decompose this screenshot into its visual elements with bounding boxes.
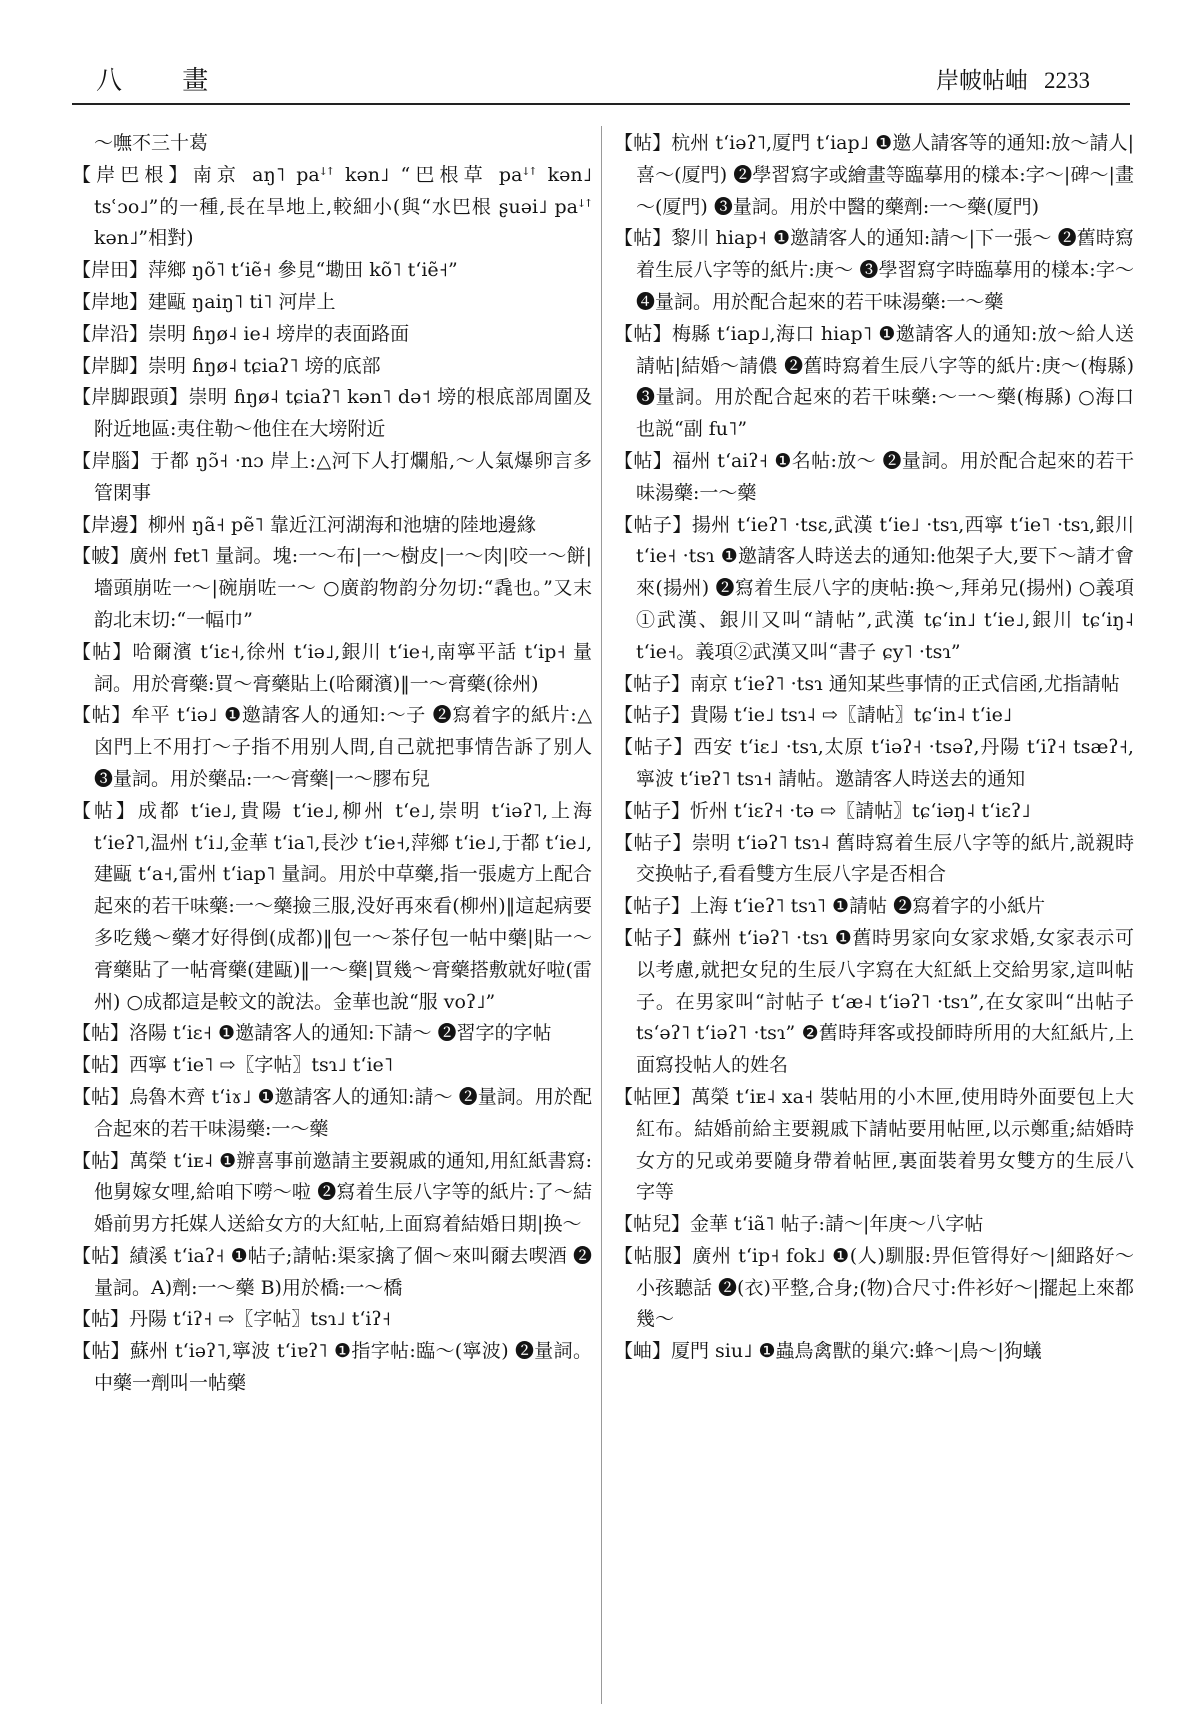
entry-definition: 崇明 ɦŋø˨ tɕiaʔ˥ 塝的底部 [148, 354, 381, 377]
entry-definition: 黎川 hiap˧ ❶邀請客人的通知:請～|下一張～ ❷舊時寫着生辰八字等的紙片:庚～ ❸學習寫字時臨摹用的樣本:字～ ❹量詞。用於配合起來的若干味湯藥:一～藥 [636, 227, 1134, 313]
right-column [614, 128, 1134, 1368]
entry-definition: 柳州 ŋã˧ pẽ˥ 靠近江河湖海和池塘的陸地邊緣 [148, 513, 536, 536]
entry-definition: 上海 tʻieʔ˥ tsɿ˥ ❶請帖 ❷寫着字的小紙片 [690, 895, 1046, 918]
entry-definition: 萬榮 tʻiᴇ˨ ❶辦喜事前邀請主要親戚的通知,用紅紙書寫:他舅嫁女哩,給咱下嘮～啦 ❷寫着生辰八字等的紙片:了～結婚前男方托媒人送給女方的大紅帖,上面寫着結婚日期|换～ [94, 1149, 592, 1236]
entry-definition: 牟平 tʻiə˩ ❶邀請客人的通知:～子 ❷寫着字的紙片:△囟門上不用打～子指不用别人問,自己就把事情告訴了别人 ❸量詞。用於藥品:一～膏藥|一～膠布兒 [94, 704, 592, 790]
running-head-keywords [936, 62, 1090, 95]
entry-definition: 南京 tʻieʔ˥ ·tsɿ 通知某些事情的正式信函,尤指請帖 [690, 672, 1120, 695]
dictionary-entry [72, 319, 592, 351]
dictionary-entry [72, 637, 592, 701]
entry-definition: 金華 tʻiã˥ 帖子:請～|年庚～八字帖 [690, 1213, 984, 1236]
entry-definition: 廣州 fɐt˥ 量詞。塊:一～布|一～樹皮|一～肉|咬一～餅|墻頭崩咗一～|碗崩咗一～ ○廣韵物韵分勿切:“毳也。”又末韵北末切:“一幅巾” [94, 545, 592, 631]
dictionary-entry [614, 319, 1134, 446]
dictionary-entry [614, 1241, 1134, 1336]
entry-definition: 哈爾濱 tʻiɛ˧,徐州 tʻiə˩,銀川 tʻie˧,南寧平話 tʻip˧ 量詞。用於膏藥:買～膏藥貼上(哈爾濱)‖一～膏藥(徐州) [94, 640, 592, 695]
dictionary-entry [72, 160, 592, 255]
entry-definition: ～嘸不三十葛 [94, 132, 209, 154]
entry-headword: 【帖子】 [614, 672, 691, 695]
dictionary-entry [614, 128, 1134, 223]
entry-definition: 丹陽 tʻiʔ˧ ⇨〖字帖〗tsɿ˩ tʻiʔ˧ [129, 1308, 392, 1331]
dictionary-entry [72, 351, 592, 383]
entry-headword: 【帖】 [72, 640, 133, 663]
entry-headword: 【岸腦】 [72, 449, 151, 472]
dictionary-entry [72, 382, 592, 446]
dictionary-entry [614, 700, 1134, 732]
dictionary-entry [72, 1018, 592, 1050]
dictionary-entry [72, 255, 592, 287]
entry-headword: 【帖兒】 [614, 1213, 691, 1236]
entry-headword: 【帖子】 [614, 799, 691, 822]
dictionary-entry [614, 223, 1134, 318]
entry-definition: 梅縣 tʻiap˩,海口 hiap˥ ❶邀請客人的通知:放～給人送請帖|結婚～請儂 ❷舊時寫着生辰八字等的紙片:庚～(梅縣) ❸量詞。用於配合起來的若干味藥:～一～藥(梅縣) ○海口也説“副 fu˥” [636, 322, 1134, 441]
dictionary-entry [72, 796, 592, 1019]
entry-definition: 萬榮 tʻiᴇ˨ xa˧ 裝帖用的小木匣,使用時外面要包上大紅布。結婚前給主要親戚下請帖要用帖匣,以示鄭重;結婚時女方的兄或弟要隨身帶着帖匣,裏面裝着男女雙方的生辰八字等 [636, 1085, 1134, 1204]
entry-headword: 【帖匣】 [614, 1085, 692, 1108]
entry-definition: 杭州 tʻiəʔ˥,厦門 tʻiap˩ ❶邀人請客等的通知:放～請人|喜～(厦門) ❷學習寫字或繪畫等臨摹用的樣本:字～|碑～|畫～(厦門) ❸量詞。用於中醫的藥劑:一～藥(厦門) [636, 132, 1134, 218]
entry-headword: 【岸巴根】 [72, 163, 193, 186]
entry-definition: 于都 ŋɔ̃˧ ·nɔ 岸上:△河下人打爛船,～人氣爆卵言多管閑事 [94, 449, 592, 504]
entry-definition: 建甌 ŋaiŋ˥ ti˥ 河岸上 [148, 290, 336, 313]
dictionary-entry [72, 541, 592, 636]
entry-definition: 西安 tʻiɛ˩ ·tsɿ,太原 tʻiəʔ˧ ·tsəʔ,丹陽 tʻiʔ˧ tsæʔ˧,寧波 tʻiɐʔ˥ tsɿ˧ 請帖。邀請客人時送去的通知 [636, 736, 1134, 790]
entry-headword: 【岸沿】 [72, 322, 149, 345]
entry-headword: 【岸脚】 [72, 354, 149, 377]
dictionary-entry [72, 1146, 592, 1241]
dictionary-entry [72, 700, 592, 795]
entry-headword: 【帔】 [72, 545, 130, 568]
dictionary-entry [72, 287, 592, 319]
dictionary-entry [614, 732, 1134, 796]
entry-definition: 崇明 ɦŋø˨ ie˨ 塝岸的表面路面 [148, 322, 410, 345]
entry-headword: 【帖子】 [614, 831, 692, 854]
entry-definition: 崇明 ɦŋø˨ tɕiaʔ˥ kən˥ də˦ 塝的根底部周圍及附近地區:夷住勒～他住在大塝附近 [94, 386, 592, 441]
entry-definition: 揚州 tʻieʔ˥ ·tsɛ,武漢 tʻie˩ ·tsɿ,西寧 tʻie˥ ·tsɿ,銀川 tʻie˧ ·tsɿ ❶邀請客人時送去的通知:他架子大,要下～請才會來(揚州) ❷寫着生辰八字的庚帖:换～,拜弟兄(揚州) ○義項①武漢、銀川又叫“請帖”,武漢 tɕʻin˩ tʻie˩,銀川 tɕʻiŋ˨ tʻie˧。義項②武漢又叫“書子 ɕy˥ ·tsɿ” [636, 513, 1134, 663]
dictionary-entry [72, 1304, 592, 1336]
entry-definition: 績溪 tʻiaʔ˧ ❶帖子;請帖:渠家擒了個～來叫爾去喫酒 ❷量詞。A)劑:一～藥 B)用於橋:一～橋 [94, 1244, 592, 1299]
dictionary-entry [614, 796, 1134, 828]
entry-headword: 【帖】 [72, 1308, 130, 1331]
dictionary-entry [614, 1209, 1134, 1241]
dictionary-entry [614, 923, 1134, 1082]
entry-headword: 【帖】 [72, 1085, 130, 1108]
entry-headword: 【帖子】 [614, 895, 691, 918]
entry-definition: 崇明 tʻiəʔ˥ tsɿ˨ 舊時寫着生辰八字等的紙片,説親時交换帖子,看看雙方生辰八字是否相合 [636, 831, 1134, 886]
dictionary-entry [614, 891, 1134, 923]
entry-definition: 貴陽 tʻie˩ tsɿ˨ ⇨〖請帖〗tɕʻin˨ tʻie˩ [690, 704, 1013, 727]
page-number: 2233 [1044, 68, 1090, 93]
header-rule [72, 103, 1130, 105]
entry-headword: 【帖子】 [614, 926, 693, 949]
entry-definition: 洛陽 tʻiɛ˧ ❶邀請客人的通知:下請～ ❷習字的字帖 [129, 1022, 552, 1045]
column-divider [601, 126, 602, 1704]
dictionary-entry [614, 510, 1134, 669]
entry-headword: 【帖】 [72, 799, 138, 822]
entry-headword: 【帖服】 [614, 1244, 693, 1267]
dictionary-entry [614, 1336, 1134, 1368]
dictionary-entry [72, 1050, 592, 1082]
entry-headword: 【帖】 [72, 1244, 130, 1267]
entry-definition: 烏魯木齊 tʻiɤ˩ ❶邀請客人的通知:請～ ❷量詞。用於配合起來的若干味湯藥:一～藥 [94, 1085, 592, 1140]
dictionary-entry [72, 510, 592, 542]
dictionary-entry [72, 1336, 592, 1400]
entry-definition: 忻州 tʻiɛʔ˧ ·tə ⇨〖請帖〗tɕʻiəŋ˨ tʻiɛʔ˩ [690, 799, 1031, 822]
entry-headword: 【帖子】 [614, 513, 692, 536]
left-column [72, 128, 592, 1400]
entry-headword: 【帖子】 [614, 736, 694, 759]
entry-headword: 【帖】 [614, 449, 673, 472]
entry-definition: 福州 tʻaiʔ˧ ❶名帖:放～ ❷量詞。用於配合起來的若干味湯藥:一～藥 [636, 449, 1134, 504]
keyword-range: 岸帔帖岫 [936, 68, 1028, 94]
entry-headword: 【帖子】 [614, 704, 691, 727]
running-head-section: 八 畫 [96, 66, 235, 96]
entry-headword: 【帖】 [614, 322, 672, 345]
entry-definition: 成都 tʻie˩,貴陽 tʻie˩,柳州 tʻe˩,崇明 tʻiəʔ˥,上海 tʻieʔ˥,温州 tʻi˩,金華 tʻia˥,長沙 tʻie˧,萍鄉 tʻie˩,于都 tʻie˩,建甌 tʻa˧,雷州 tʻiap˥ 量詞。用於中草藥,指一張處方上配合起來的若干味藥:一～藥撿三服,没好再來看(柳州)‖這起病要多吃幾～藥才好得倒(成都)‖包一～茶仔包一帖中藥|貼一～膏藥貼了一帖膏藥(建甌)‖一～藥|買幾～膏藥搭敷就好啦(雷州) ○成都這是較文的說法。金華也說“服 voʔ˩” [94, 799, 592, 1013]
entry-definition: 厦門 siu˩ ❶蟲鳥禽獸的巢穴:蜂～|鳥～|狗蟻 [671, 1340, 1042, 1363]
entry-headword: 【帖】 [72, 704, 132, 727]
entry-headword: 【帖】 [72, 1022, 130, 1045]
dictionary-entry [614, 828, 1134, 892]
entry-definition: 蘇州 tʻiəʔ˥ ·tsɿ ❶舊時男家向女家求婚,女家表示可以考慮,就把女兒的生辰八字寫在大紅紙上交給男家,這叫帖子。在男家叫“討帖子 tʻæ˨ tʻiəʔ˥ ·tsɿ”,在女家叫“出帖子 tsʻəʔ˥ tʻiəʔ˥ ·tsɿ” ❷舊時拜客或投師時所用的大紅紙片,上面寫投帖人的姓名 [636, 926, 1134, 1077]
entry-definition: 萍鄉 ŋõ˥ tʻiẽ˧ 參見“墈田 kõ˥ tʻiẽ˧” [148, 259, 458, 282]
entry-headword: 【帖】 [72, 1054, 130, 1077]
entry-headword: 【岫】 [614, 1340, 672, 1363]
entry-definition: 南京 aŋ˥ paꜜꜛ kən˩ “巴根草 paꜜꜛ kən˩ tsʿɔo˩”的一種,長在旱地上,較細小(與“水巴根 ʂuəi˩ paꜜꜛ kən˩”相對) [94, 163, 592, 250]
entry-headword: 【帖】 [614, 132, 672, 154]
entry-headword: 【岸地】 [72, 290, 149, 313]
entry-headword: 【帖】 [72, 1149, 130, 1172]
entry-definition: 蘇州 tʻiəʔ˥,寧波 tʻiɐʔ˥ ❶指字帖:臨～(寧波) ❷量詞。中藥一劑叫一帖藥 [94, 1340, 592, 1395]
entry-headword: 【岸田】 [72, 259, 149, 282]
entry-headword: 【岸邊】 [72, 513, 149, 536]
dictionary-entry [614, 446, 1134, 510]
dictionary-entry [614, 1082, 1134, 1209]
dictionary-entry [72, 1082, 592, 1146]
dictionary-entry [614, 669, 1134, 701]
entry-headword: 【岸脚跟頭】 [72, 386, 189, 409]
entry-headword: 【帖】 [72, 1340, 130, 1363]
dictionary-entry [72, 446, 592, 510]
entry-definition: 廣州 tʻip˧ fok˩ ❶(人)馴服:畀佢管得好～|細路好～小孩聽話 ❷(衣)平整,合身;(物)合尺寸:件衫好～|擺起上來都幾～ [636, 1244, 1134, 1331]
dictionary-entry [72, 1241, 592, 1305]
entry-headword: 【帖】 [614, 227, 672, 250]
entry-continuation [72, 128, 592, 160]
entry-definition: 西寧 tʻie˥ ⇨〖字帖〗tsɿ˩ tʻie˥ [129, 1054, 394, 1077]
